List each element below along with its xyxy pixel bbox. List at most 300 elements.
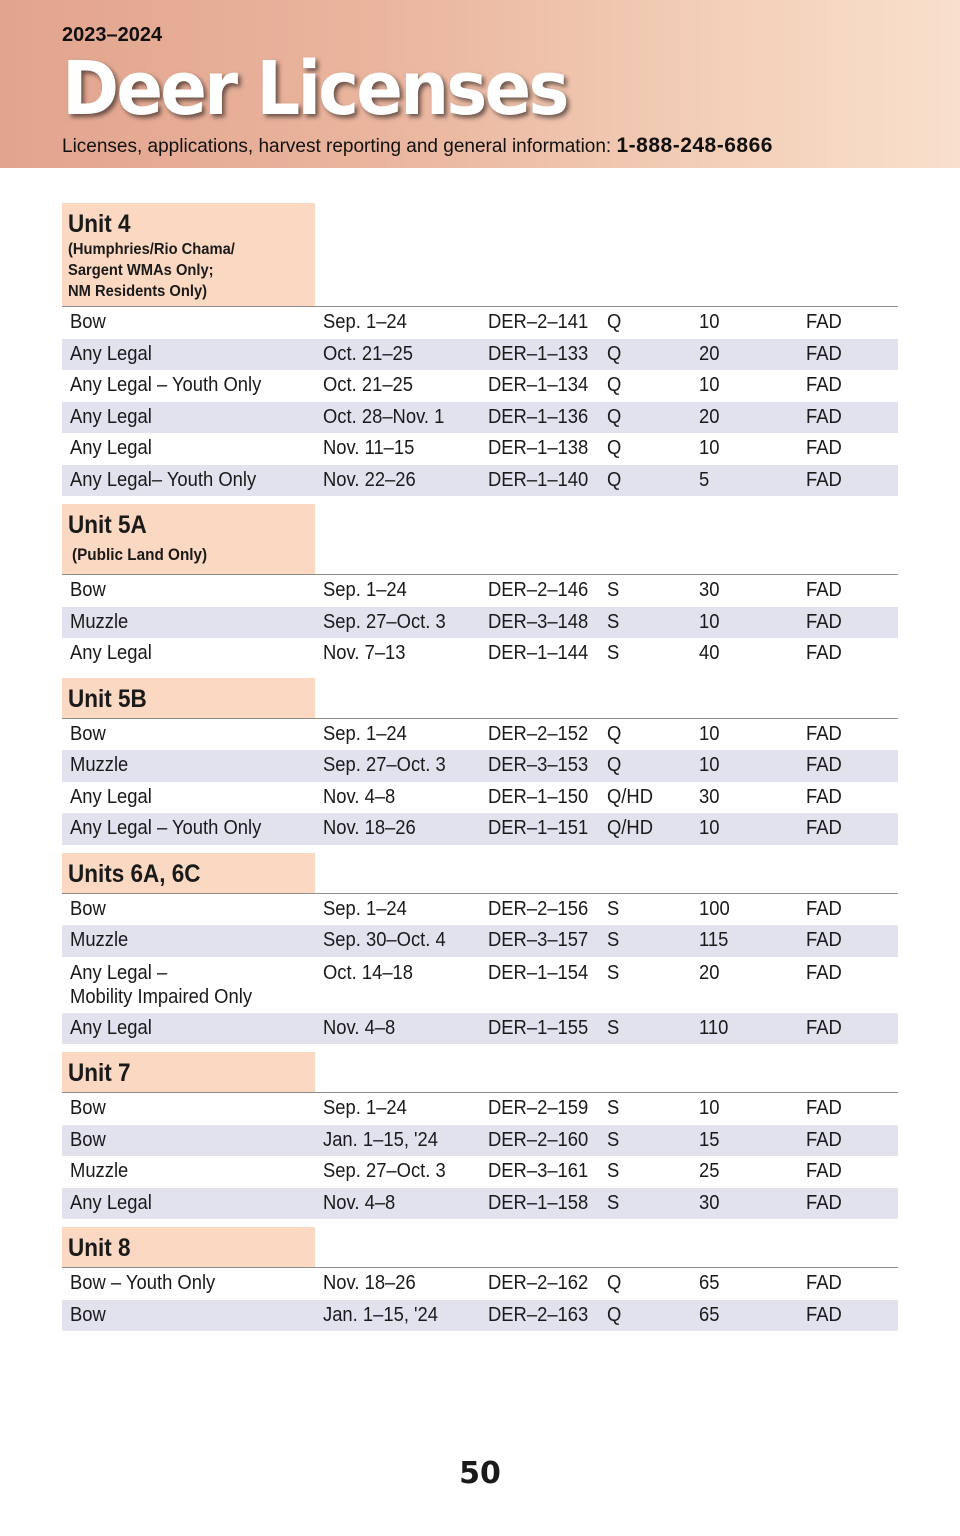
hunt-type-cell-text: Bow <box>70 1303 106 1326</box>
info-line <box>62 134 773 158</box>
season-dates-cell-text: Nov. 4–8 <box>323 785 396 808</box>
draw-type-cell-text: S <box>607 579 620 601</box>
hunt-type-cell <box>62 575 315 607</box>
hunt-type-cell-text: Muzzle <box>70 1160 129 1182</box>
unit-header <box>62 853 898 894</box>
season-dates-cell-text: Oct. 14–18 <box>323 961 414 984</box>
licenses-cell <box>691 607 798 639</box>
licenses-cell <box>691 575 798 607</box>
draw-type-cell-text: Q <box>607 311 622 333</box>
unit-label-cell <box>62 853 315 893</box>
licenses-cell-text: 40 <box>699 642 720 664</box>
bag-limit-cell-text: FAD <box>806 437 842 459</box>
hunt-code-cell <box>480 750 599 782</box>
licenses-cell-text: 10 <box>699 437 720 459</box>
hunt-code-cell <box>480 1093 599 1125</box>
bag-limit-cell-text: FAD <box>806 342 842 365</box>
hunt-type-cell-text: Bow <box>70 1097 106 1119</box>
licenses-cell-text: 10 <box>699 311 720 333</box>
season-dates-cell-text: Sep. 1–24 <box>323 722 407 745</box>
licenses-cell-text: 100 <box>699 897 730 920</box>
bag-limit-cell-text: FAD <box>806 1128 842 1151</box>
licenses-cell <box>691 1125 798 1157</box>
bag-limit-cell <box>798 961 898 1009</box>
hunt-code-cell-text: DER–2–141 <box>488 311 589 333</box>
bag-limit-cell-text: FAD <box>806 785 842 808</box>
unit-header <box>62 1052 898 1093</box>
licenses-cell-text: 20 <box>699 342 720 365</box>
hunt-type-cell-text: Bow <box>70 1128 106 1151</box>
draw-type-cell-text: Q <box>607 437 622 459</box>
licenses-cell <box>691 433 798 465</box>
season-dates-cell-text: Sep. 1–24 <box>323 311 407 333</box>
hunt-type-cell <box>62 1013 315 1045</box>
hunt-type-cell-text: Bow <box>70 897 106 920</box>
season-dates-cell <box>315 638 480 670</box>
hunt-code-cell-text: DER–2–159 <box>488 1097 589 1119</box>
hunt-code-cell <box>480 402 599 434</box>
unit-label-cell <box>62 678 315 718</box>
bag-limit-cell-text: FAD <box>806 1272 842 1294</box>
licenses-cell <box>691 1300 798 1332</box>
licenses-cell <box>691 750 798 782</box>
hunt-code-cell <box>480 1125 599 1157</box>
draw-type-cell-text: S <box>607 961 620 984</box>
bag-limit-cell-text: FAD <box>806 610 842 633</box>
hunt-type-cell <box>62 894 315 926</box>
hunt-code-cell-text: DER–1–133 <box>488 342 589 365</box>
bag-limit-cell <box>798 1156 898 1188</box>
licenses-cell-text: 65 <box>699 1303 720 1326</box>
season-dates-cell <box>315 402 480 434</box>
bag-limit-cell-text: FAD <box>806 1160 842 1182</box>
draw-type-cell-text: Q <box>607 1303 622 1326</box>
hunt-type-cell-text: Muzzle <box>70 610 129 633</box>
season-dates-cell <box>315 370 480 402</box>
table-row <box>62 925 898 957</box>
hunt-type-cell <box>62 339 315 371</box>
hunt-type-cell-text: Any Legal – Mobility Impaired Only <box>70 961 253 1008</box>
hunt-code-cell <box>480 925 599 957</box>
bag-limit-cell-text: FAD <box>806 1303 842 1326</box>
table-row <box>62 1013 898 1045</box>
season-dates-cell <box>315 925 480 957</box>
bag-limit-cell <box>798 782 898 814</box>
unit-note-line: NM Residents Only) <box>68 283 208 300</box>
season-dates-cell-text: Nov. 11–15 <box>323 437 415 459</box>
unit-label-cell <box>62 1052 315 1092</box>
season-dates-cell <box>315 1125 480 1157</box>
draw-type-cell <box>599 339 691 371</box>
draw-type-cell-text: S <box>607 1191 620 1214</box>
bag-limit-cell-text: FAD <box>806 468 842 491</box>
table-row <box>62 575 898 607</box>
table-row <box>62 1125 898 1157</box>
unit-label-cell <box>62 1227 315 1267</box>
hunt-code-cell <box>480 307 599 339</box>
licenses-cell-text: 20 <box>699 405 720 428</box>
season-dates-cell-text: Nov. 18–26 <box>323 1272 416 1294</box>
bag-limit-cell <box>798 894 898 926</box>
season-dates-cell-text: Nov. 18–26 <box>323 817 416 839</box>
season-dates-cell-text: Oct. 21–25 <box>323 374 414 396</box>
licenses-cell <box>691 894 798 926</box>
season-dates-cell-text: Sep. 1–24 <box>323 897 407 920</box>
draw-type-cell <box>599 370 691 402</box>
bag-limit-cell <box>798 433 898 465</box>
draw-type-cell <box>599 1156 691 1188</box>
hunt-type-cell <box>62 1268 315 1300</box>
hunt-code-cell-text: DER–2–162 <box>488 1272 589 1294</box>
draw-type-cell <box>599 782 691 814</box>
hunt-type-cell-text: Any Legal – Youth Only <box>70 817 262 839</box>
season-dates-cell <box>315 1188 480 1220</box>
draw-type-cell <box>599 465 691 497</box>
licenses-cell-text: 10 <box>699 817 720 839</box>
table-row <box>62 813 898 845</box>
season-dates-cell-text: Sep. 27–Oct. 3 <box>323 754 446 776</box>
bag-limit-cell-text: FAD <box>806 929 842 951</box>
draw-type-cell-text: S <box>607 1097 620 1119</box>
season-dates-cell-text: Jan. 1–15, '24 <box>323 1128 439 1151</box>
season-dates-cell-text: Oct. 21–25 <box>323 342 414 365</box>
draw-type-cell <box>599 402 691 434</box>
hunt-type-cell <box>62 813 315 845</box>
bag-limit-cell <box>798 575 898 607</box>
draw-type-cell <box>599 719 691 751</box>
hunt-type-cell <box>62 1093 315 1125</box>
draw-type-cell <box>599 750 691 782</box>
hunt-code-cell <box>480 961 599 1009</box>
hunt-type-cell <box>62 1300 315 1332</box>
bag-limit-cell-text: FAD <box>806 722 842 745</box>
draw-type-cell <box>599 1093 691 1125</box>
hunt-type-cell-text: Any Legal <box>70 785 152 808</box>
season-dates-cell <box>315 782 480 814</box>
hunt-code-cell <box>480 370 599 402</box>
season-dates-cell <box>315 607 480 639</box>
draw-type-cell-text: Q/HD <box>607 817 653 839</box>
draw-type-cell-text: S <box>607 610 620 633</box>
hunt-type-cell-text: Any Legal <box>70 1016 152 1039</box>
hunt-type-cell <box>62 719 315 751</box>
bag-limit-cell <box>798 750 898 782</box>
draw-type-cell <box>599 307 691 339</box>
hunt-code-cell <box>480 1268 599 1300</box>
hunt-type-cell-text: Bow – Youth Only <box>70 1272 216 1294</box>
table-row <box>62 370 898 402</box>
licenses-cell <box>691 1093 798 1125</box>
draw-type-cell <box>599 575 691 607</box>
hunt-type-cell-text: Any Legal <box>70 1191 152 1214</box>
licenses-cell <box>691 307 798 339</box>
hunt-code-cell-text: DER–1–140 <box>488 468 589 491</box>
unit-name: Unit 7 <box>68 1059 131 1087</box>
table-row <box>62 1156 898 1188</box>
table-row <box>62 307 898 339</box>
table-row <box>62 894 898 926</box>
season-dates-cell-text: Sep. 27–Oct. 3 <box>323 1160 446 1182</box>
draw-type-cell <box>599 1013 691 1045</box>
season-dates-cell <box>315 575 480 607</box>
licenses-cell-text: 115 <box>699 929 729 951</box>
bag-limit-cell <box>798 402 898 434</box>
licenses-cell <box>691 782 798 814</box>
draw-type-cell-text: Q <box>607 1272 622 1294</box>
table-row <box>62 1188 898 1220</box>
bag-limit-cell-text: FAD <box>806 311 842 333</box>
bag-limit-cell <box>798 1188 898 1220</box>
draw-type-cell-text: Q <box>607 374 622 396</box>
draw-type-cell-text: Q <box>607 468 622 491</box>
licenses-cell <box>691 1188 798 1220</box>
table-row <box>62 750 898 782</box>
draw-type-cell-text: Q <box>607 405 622 428</box>
hunt-code-cell-text: DER–1–134 <box>488 374 589 396</box>
unit-name: Unit 5B <box>68 684 147 713</box>
licenses-cell <box>691 1268 798 1300</box>
hunt-type-cell-text: Muzzle <box>70 929 129 951</box>
licenses-cell-text: 10 <box>699 1097 720 1119</box>
table-row <box>62 638 898 670</box>
season-dates-cell <box>315 961 480 1009</box>
hunt-code-cell-text: DER–1–155 <box>488 1016 589 1039</box>
hunt-code-cell-text: DER–1–158 <box>488 1191 589 1214</box>
bag-limit-cell <box>798 813 898 845</box>
license-table <box>62 203 898 1331</box>
season-dates-cell <box>315 1093 480 1125</box>
licenses-cell-text: 15 <box>699 1128 720 1151</box>
hunt-code-cell-text: DER–1–150 <box>488 785 589 808</box>
hunt-type-cell-text: Muzzle <box>70 754 129 776</box>
bag-limit-cell <box>798 638 898 670</box>
hunt-type-cell-text: Bow <box>70 579 106 601</box>
bag-limit-cell <box>798 465 898 497</box>
bag-limit-cell-text: FAD <box>806 754 842 776</box>
hunt-type-cell <box>62 607 315 639</box>
hunt-type-cell-text: Any Legal <box>70 342 152 365</box>
draw-type-cell <box>599 1188 691 1220</box>
bag-limit-cell-text: FAD <box>806 405 842 428</box>
page-header <box>0 0 960 168</box>
licenses-cell <box>691 813 798 845</box>
hunt-code-cell <box>480 339 599 371</box>
season-dates-cell <box>315 750 480 782</box>
phone-number: 1-888-248-6866 <box>616 134 773 157</box>
hunt-code-cell <box>480 782 599 814</box>
season-dates-cell <box>315 1013 480 1045</box>
table-row <box>62 1268 898 1300</box>
season-dates-cell-text: Oct. 28–Nov. 1 <box>323 405 445 428</box>
draw-type-cell <box>599 813 691 845</box>
hunt-code-cell-text: DER–1–144 <box>488 642 589 664</box>
bag-limit-cell <box>798 719 898 751</box>
hunt-code-cell <box>480 607 599 639</box>
hunt-code-cell <box>480 813 599 845</box>
bag-limit-cell <box>798 1268 898 1300</box>
licenses-cell-text: 10 <box>699 374 720 396</box>
licenses-cell-text: 65 <box>699 1272 720 1294</box>
hunt-type-cell-text: Any Legal <box>70 437 152 459</box>
draw-type-cell-text: Q <box>607 722 622 745</box>
season-dates-cell <box>315 1268 480 1300</box>
season-dates-cell <box>315 813 480 845</box>
page-number: 50 <box>459 1456 501 1491</box>
licenses-cell <box>691 402 798 434</box>
hunt-type-cell <box>62 402 315 434</box>
bag-limit-cell-text: FAD <box>806 579 842 601</box>
hunt-code-cell-text: DER–3–148 <box>488 610 589 633</box>
hunt-type-cell <box>62 307 315 339</box>
unit-header <box>62 203 898 307</box>
unit-note: (Public Land Only) <box>72 545 208 564</box>
hunt-type-cell <box>62 1188 315 1220</box>
licenses-cell <box>691 465 798 497</box>
bag-limit-cell <box>798 1125 898 1157</box>
licenses-cell <box>691 638 798 670</box>
bag-limit-cell-text: FAD <box>806 817 842 839</box>
season-dates-cell-text: Jan. 1–15, '24 <box>323 1303 439 1326</box>
draw-type-cell <box>599 607 691 639</box>
licenses-cell-text: 25 <box>699 1160 720 1182</box>
draw-type-cell-text: S <box>607 1160 620 1182</box>
table-row <box>62 402 898 434</box>
season-dates-cell <box>315 1156 480 1188</box>
hunt-type-cell <box>62 638 315 670</box>
hunt-code-cell <box>480 1013 599 1045</box>
bag-limit-cell <box>798 1093 898 1125</box>
bag-limit-cell-text: FAD <box>806 961 842 984</box>
season-label: 2023–2024 <box>62 24 163 46</box>
table-row <box>62 433 898 465</box>
bag-limit-cell-text: FAD <box>806 1097 842 1119</box>
hunt-code-cell-text: DER–3–153 <box>488 754 589 776</box>
table-row <box>62 782 898 814</box>
hunt-code-cell-text: DER–1–151 <box>488 817 589 839</box>
hunt-code-cell-text: DER–3–157 <box>488 929 589 951</box>
bag-limit-cell <box>798 607 898 639</box>
unit-header <box>62 678 898 719</box>
licenses-cell <box>691 719 798 751</box>
info-text: Licenses, applications, harvest reporting and general information: <box>62 136 617 157</box>
draw-type-cell-text: S <box>607 1016 620 1039</box>
hunt-code-cell-text: DER–2–156 <box>488 897 589 920</box>
unit-name: Unit 8 <box>68 1234 131 1262</box>
hunt-type-cell <box>62 1125 315 1157</box>
bag-limit-cell <box>798 370 898 402</box>
licenses-cell-text: 110 <box>699 1016 729 1039</box>
draw-type-cell-text: Q <box>607 754 622 776</box>
licenses-cell-text: 30 <box>699 1191 720 1214</box>
page-title: Deer Licenses <box>62 46 567 132</box>
draw-type-cell <box>599 894 691 926</box>
hunt-code-cell <box>480 1156 599 1188</box>
season-dates-cell <box>315 433 480 465</box>
draw-type-cell-text: Q <box>607 342 622 365</box>
draw-type-cell <box>599 925 691 957</box>
season-dates-cell-text: Nov. 7–13 <box>323 642 406 664</box>
draw-type-cell <box>599 1268 691 1300</box>
season-dates-cell <box>315 719 480 751</box>
season-dates-cell <box>315 339 480 371</box>
table-row <box>62 465 898 497</box>
bag-limit-cell <box>798 1300 898 1332</box>
hunt-code-cell-text: DER–1–138 <box>488 437 589 459</box>
hunt-type-cell <box>62 370 315 402</box>
season-dates-cell <box>315 1300 480 1332</box>
hunt-code-cell-text: DER–1–154 <box>488 961 589 984</box>
draw-type-cell <box>599 638 691 670</box>
licenses-cell <box>691 925 798 957</box>
bag-limit-cell <box>798 307 898 339</box>
hunt-code-cell-text: DER–2–146 <box>488 579 589 601</box>
draw-type-cell <box>599 1125 691 1157</box>
hunt-type-cell-text: Any Legal <box>70 405 152 428</box>
hunt-code-cell <box>480 719 599 751</box>
licenses-cell <box>691 370 798 402</box>
season-dates-cell-text: Nov. 22–26 <box>323 468 416 491</box>
hunt-code-cell <box>480 465 599 497</box>
hunt-type-cell <box>62 433 315 465</box>
hunt-type-cell-text: Bow <box>70 722 106 745</box>
season-dates-cell-text: Sep. 1–24 <box>323 579 407 601</box>
licenses-cell <box>691 1156 798 1188</box>
season-dates-cell-text: Sep. 1–24 <box>323 1097 407 1119</box>
draw-type-cell-text: S <box>607 1128 620 1151</box>
hunt-code-cell-text: DER–2–152 <box>488 722 589 745</box>
licenses-cell-text: 10 <box>699 610 720 633</box>
hunt-code-cell <box>480 575 599 607</box>
licenses-cell <box>691 961 798 1009</box>
hunt-type-cell <box>62 1156 315 1188</box>
table-row <box>62 607 898 639</box>
bag-limit-cell-text: FAD <box>806 1016 842 1039</box>
bag-limit-cell-text: FAD <box>806 374 842 396</box>
unit-label-cell <box>62 203 315 306</box>
draw-type-cell <box>599 1300 691 1332</box>
hunt-code-cell <box>480 638 599 670</box>
bag-limit-cell <box>798 925 898 957</box>
licenses-cell-text: 10 <box>699 754 720 776</box>
hunt-type-cell <box>62 750 315 782</box>
draw-type-cell-text: Q/HD <box>607 785 653 808</box>
licenses-cell-text: 5 <box>699 468 710 491</box>
season-dates-cell <box>315 307 480 339</box>
licenses-cell <box>691 1013 798 1045</box>
table-row <box>62 1093 898 1125</box>
unit-header <box>62 1227 898 1268</box>
hunt-type-cell-text: Bow <box>70 311 106 333</box>
hunt-type-cell <box>62 925 315 957</box>
bag-limit-cell-text: FAD <box>806 1191 842 1214</box>
licenses-cell-text: 10 <box>699 722 720 745</box>
hunt-type-cell-text: Any Legal <box>70 642 152 664</box>
season-dates-cell-text: Nov. 4–8 <box>323 1191 396 1214</box>
table-row <box>62 957 898 1013</box>
hunt-type-cell <box>62 782 315 814</box>
draw-type-cell-text: S <box>607 897 620 920</box>
unit-label-cell <box>62 504 315 574</box>
bag-limit-cell <box>798 1013 898 1045</box>
licenses-cell-text: 20 <box>699 961 720 984</box>
bag-limit-cell <box>798 339 898 371</box>
hunt-code-cell-text: DER–3–161 <box>488 1160 589 1182</box>
unit-note-line: Sargent WMAs Only; <box>68 262 214 279</box>
season-dates-cell <box>315 894 480 926</box>
unit-name: Units 6A, 6C <box>68 859 201 888</box>
hunt-code-cell-text: DER–1–136 <box>488 405 589 428</box>
unit-note-line: (Humphries/Rio Chama/ <box>68 241 235 258</box>
